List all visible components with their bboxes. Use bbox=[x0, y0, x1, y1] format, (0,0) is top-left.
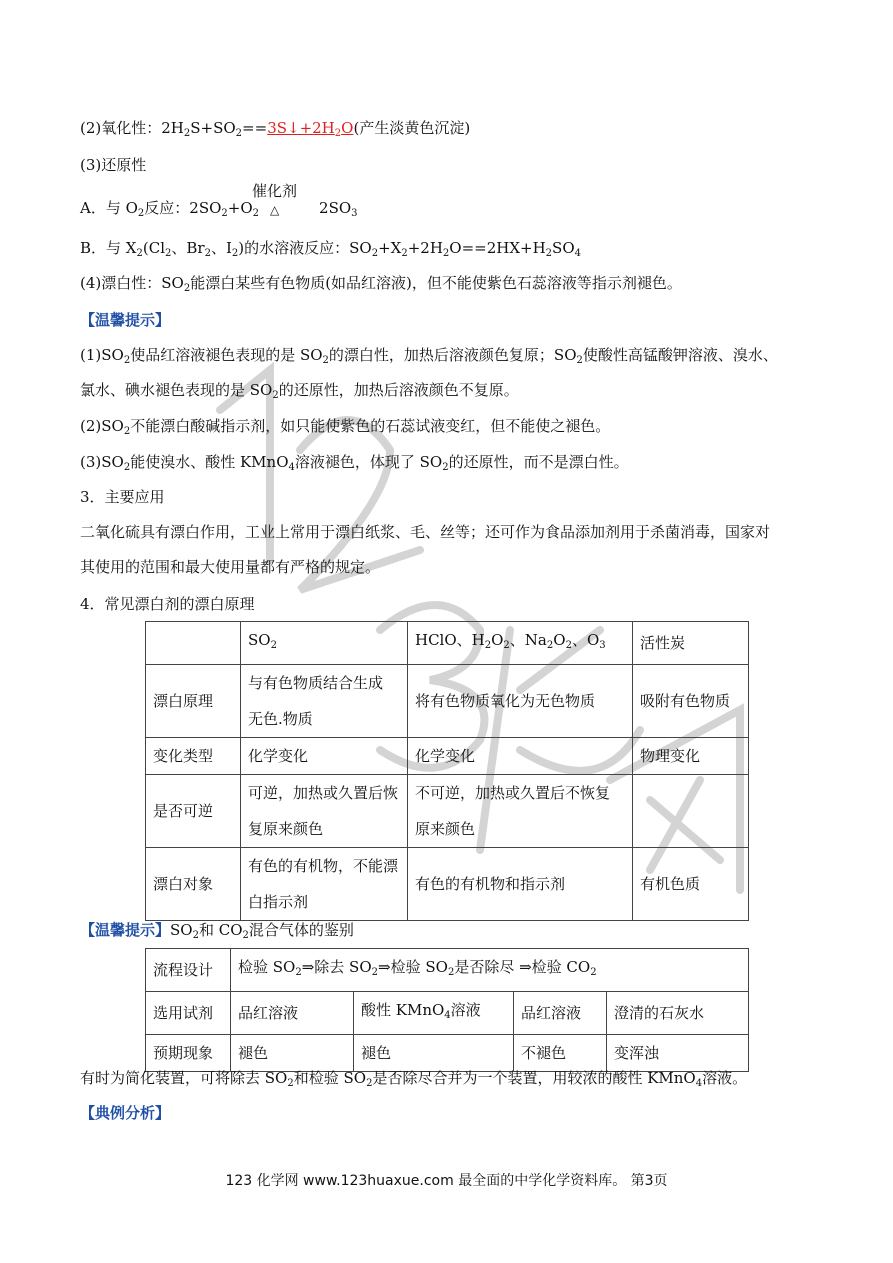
table-cell: 有色的有机物和指示剂 bbox=[408, 848, 633, 921]
identification-table bbox=[145, 948, 749, 1072]
application-text-2: 其使用的范围和最大使用量都有严格的规定。 bbox=[80, 558, 381, 576]
table-cell: 流程设计 bbox=[146, 949, 231, 992]
table-row bbox=[146, 665, 749, 738]
table-cell: 不可逆，加热或久置后不恢复 原来颜色 bbox=[408, 775, 633, 848]
table-row bbox=[146, 775, 749, 848]
bleaching-line: (4)漂白性：$SO_2$能漂白某些有色物质(如品红溶液)，但不能使紫色石蕊溶液等指示剂褪色。 bbox=[80, 274, 682, 294]
table-cell: 检验 $SO_2\Rightarrow$除去 $SO_2\Rightarrow$检验 $SO_2$是否除尽 ⇒检验 $CO_2$ bbox=[231, 949, 749, 992]
table-cell: $SO_2$ bbox=[241, 622, 408, 665]
simplify-note: 有时为简化装置，可将除去 $SO_2$和检验 $SO_2$是否除尽合并为一个装置，用较浓的酸性 KMnO$_4$溶液。 bbox=[80, 1069, 748, 1089]
table-cell: 褪色 bbox=[231, 1035, 354, 1072]
table-cell: 有色的有机物，不能漂 白指示剂 bbox=[241, 848, 408, 921]
table-cell bbox=[633, 775, 749, 848]
table-cell: 漂白原理 bbox=[146, 665, 241, 738]
table-cell: 物理变化 bbox=[633, 738, 749, 775]
table-cell: 漂白对象 bbox=[146, 848, 241, 921]
table-row bbox=[146, 738, 749, 775]
table-cell: 酸性 KMnO$_4$溶液 bbox=[354, 992, 514, 1035]
catalyst-label: 催化剂 bbox=[252, 182, 298, 200]
table-cell: 化学变化 bbox=[241, 738, 408, 775]
table-cell: 活性炭 bbox=[633, 622, 749, 665]
tip1-line-a: $(1)SO_2$使品红溶液褪色表现的是 $SO_2$的漂白性，加热后溶液颜色复原；$SO_2$使酸性高锰酸钾溶液、溴水、 bbox=[80, 346, 778, 366]
application-title: 3．主要应用 bbox=[80, 488, 165, 506]
table-cell: 品红溶液 bbox=[231, 992, 354, 1035]
table-row bbox=[146, 992, 749, 1035]
bleach-table bbox=[145, 621, 749, 921]
application-text-1: 二氧化硫具有漂白作用，工业上常用于漂白纸浆、毛、丝等；还可作为食品添加剂用于杀菌消毒，国家对 bbox=[80, 523, 771, 541]
table-cell: HClO、$H_2O_2$、$Na_2O_2$、$O_3$ bbox=[408, 622, 633, 665]
tip1-line-b: 氯水、碘水褪色表现的是 $SO_2$的还原性，加热后溶液颜色不复原。 bbox=[80, 381, 519, 401]
reducibility-title: (3)还原性 bbox=[80, 156, 147, 174]
reaction-b: B．与 $X_2(Cl_2$、$Br_2$、$I_2$)的水溶液反应：$SO_2+X_2+2H_2O==2HX+H_2SO_4$ bbox=[80, 239, 581, 259]
table-cell: 吸附有色物质 bbox=[633, 665, 749, 738]
table-cell: 有机色质 bbox=[633, 848, 749, 921]
table-row bbox=[146, 949, 749, 992]
table-cell: 化学变化 bbox=[408, 738, 633, 775]
page-footer: 123 化学网 www.123huaxue.com 最全面的中学化学资料库。 第3页 bbox=[225, 1173, 668, 1189]
table-cell: 不褪色 bbox=[514, 1035, 607, 1072]
table-cell: 变浑浊 bbox=[607, 1035, 749, 1072]
example-heading: 【典例分析】 bbox=[80, 1104, 171, 1122]
table-cell: 褪色 bbox=[354, 1035, 514, 1072]
heat-symbol: △ bbox=[270, 203, 280, 217]
tip-heading-2: 【温馨提示】 bbox=[80, 921, 171, 939]
table-cell: 变化类型 bbox=[146, 738, 241, 775]
table-cell: 品红溶液 bbox=[514, 992, 607, 1035]
table-row bbox=[146, 1035, 749, 1072]
table-row bbox=[146, 848, 749, 921]
table-cell: 选用试剂 bbox=[146, 992, 231, 1035]
tip-heading-1: 【温馨提示】 bbox=[80, 311, 171, 329]
table-cell: 澄清的石灰水 bbox=[607, 992, 749, 1035]
bleach-principle-title: 4．常见漂白剂的漂白原理 bbox=[80, 595, 255, 613]
product-highlight: $3S↓+2H_2O$ bbox=[267, 119, 354, 139]
tip3-line: $(3)SO_2$能使溴水、酸性 KMnO$_4$溶液褪色，体现了 $SO_2$的还原性，而不是漂白性。 bbox=[80, 453, 629, 473]
table-cell: 是否可逆 bbox=[146, 775, 241, 848]
table-cell bbox=[146, 622, 241, 665]
table-cell: 预期现象 bbox=[146, 1035, 231, 1072]
gas-identification-line: 【温馨提示】$SO_2$和 $CO_2$混合气体的鉴别 bbox=[80, 921, 354, 941]
table-cell: 将有色物质氧化为无色物质 bbox=[408, 665, 633, 738]
table-cell: 可逆，加热或久置后恢 复原来颜色 bbox=[241, 775, 408, 848]
table-row bbox=[146, 622, 749, 665]
reaction-a: A．与 $O_2$反应：$2SO_2+O_2$ $2SO_3$ bbox=[80, 199, 358, 219]
tip2-line: $(2)SO_2$不能漂白酸碱指示剂，如只能使紫色的石蕊试液变红，但不能使之褪色。 bbox=[80, 417, 611, 437]
oxidation-line: (2)氧化性：$2H_2S+SO_2==3S↓+2H_2O$(产生淡黄色沉淀) bbox=[80, 119, 471, 139]
table-cell: 与有色物质结合生成 无色.物质 bbox=[241, 665, 408, 738]
